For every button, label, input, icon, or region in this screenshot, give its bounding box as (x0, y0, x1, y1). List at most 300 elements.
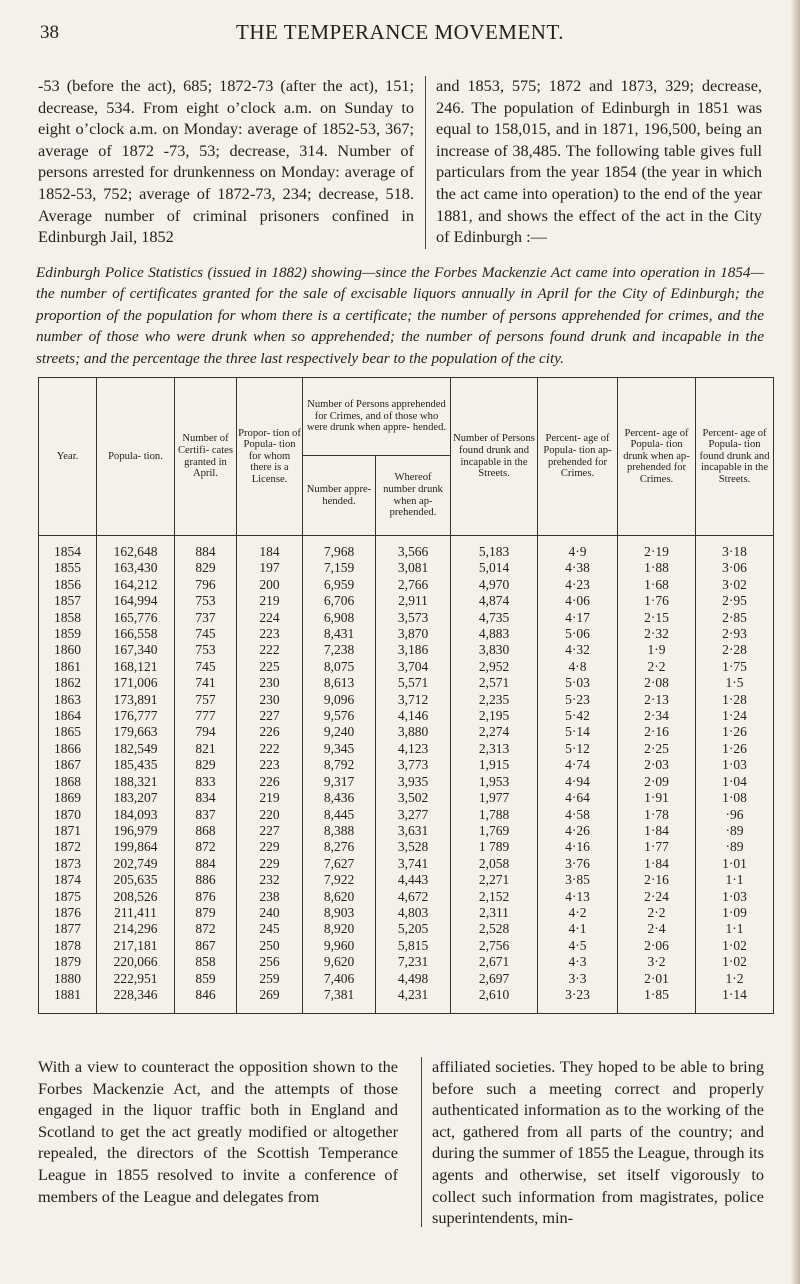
cell-pct-crimes: 4·17 (538, 610, 618, 626)
cell-number-apprehended: 8,613 (303, 675, 376, 691)
cell-pct-crimes: 3·76 (538, 856, 618, 872)
cell-year: 1868 (39, 774, 97, 790)
header-number-apprehended: Number appre- hended. (303, 456, 376, 536)
cell-pct-crimes: 4·32 (538, 642, 618, 658)
table-row (39, 741, 774, 757)
header-drunk-apprehended: Whereof number drunk when ap- prehended. (376, 456, 451, 536)
cell-certificates: 777 (175, 708, 237, 724)
cell-found-drunk: 2,311 (451, 905, 538, 921)
cell-number-apprehended: 8,276 (303, 839, 376, 855)
cell-certificates: 829 (175, 560, 237, 576)
cell-pct-streets: 1·28 (696, 692, 774, 708)
cell-found-drunk: 2,235 (451, 692, 538, 708)
cell-found-drunk: 2,313 (451, 741, 538, 757)
cell-pct-streets: ·96 (696, 807, 774, 823)
cell-drunk-apprehended: 3,573 (376, 610, 451, 626)
cell-population: 167,340 (97, 642, 175, 658)
cell-found-drunk: 2,271 (451, 872, 538, 888)
cell-year: 1854 (39, 536, 97, 561)
cell-pct-streets: 2·28 (696, 642, 774, 658)
cell-found-drunk: 2,058 (451, 856, 538, 872)
cell-population: 184,093 (97, 807, 175, 823)
cell-proportion: 227 (237, 708, 303, 724)
table-row (39, 807, 774, 823)
cell-found-drunk: 2,671 (451, 954, 538, 970)
cell-pct-streets: 1·04 (696, 774, 774, 790)
cell-pct-streets: 2·95 (696, 593, 774, 609)
table-row (39, 987, 774, 1014)
cell-year: 1878 (39, 938, 97, 954)
column-divider-bottom (421, 1057, 422, 1227)
cell-pct-drunk-crimes: 1·85 (618, 987, 696, 1014)
cell-pct-drunk-crimes: 2·16 (618, 872, 696, 888)
cell-pct-drunk-crimes: 1·68 (618, 577, 696, 593)
cell-drunk-apprehended: 3,528 (376, 839, 451, 855)
header-year: Year. (39, 378, 97, 536)
cell-certificates: 846 (175, 987, 237, 1014)
cell-year: 1858 (39, 610, 97, 626)
table-row (39, 839, 774, 855)
cell-year: 1859 (39, 626, 97, 642)
cell-drunk-apprehended: 4,123 (376, 741, 451, 757)
police-statistics-table (38, 377, 774, 1014)
cell-pct-drunk-crimes: 2·32 (618, 626, 696, 642)
header-proportion: Propor- tion of Popula- tion for whom there is a License. (237, 378, 303, 536)
cell-proportion: 226 (237, 724, 303, 740)
cell-proportion: 220 (237, 807, 303, 823)
cell-population: 171,006 (97, 675, 175, 691)
cell-certificates: 879 (175, 905, 237, 921)
cell-number-apprehended: 7,627 (303, 856, 376, 872)
cell-drunk-apprehended: 3,081 (376, 560, 451, 576)
cell-found-drunk: 1,788 (451, 807, 538, 823)
cell-population: 220,066 (97, 954, 175, 970)
cell-pct-drunk-crimes: 2·34 (618, 708, 696, 724)
cell-drunk-apprehended: 2,911 (376, 593, 451, 609)
cell-year: 1879 (39, 954, 97, 970)
cell-drunk-apprehended: 3,741 (376, 856, 451, 872)
cell-drunk-apprehended: 4,146 (376, 708, 451, 724)
cell-drunk-apprehended: 7,231 (376, 954, 451, 970)
cell-pct-drunk-crimes: 3·2 (618, 954, 696, 970)
cell-population: 162,648 (97, 536, 175, 561)
cell-pct-drunk-crimes: 1·91 (618, 790, 696, 806)
cell-number-apprehended: 8,431 (303, 626, 376, 642)
cell-number-apprehended: 7,381 (303, 987, 376, 1014)
page-edge-shadow (790, 0, 800, 1284)
cell-population: 163,430 (97, 560, 175, 576)
cell-pct-drunk-crimes: 2·2 (618, 659, 696, 675)
cell-pct-drunk-crimes: 1·88 (618, 560, 696, 576)
cell-year: 1862 (39, 675, 97, 691)
cell-number-apprehended: 9,960 (303, 938, 376, 954)
table-row (39, 921, 774, 937)
cell-certificates: 837 (175, 807, 237, 823)
header-pct-streets: Percent- age of Popula- tion found drunk and incapable in the Streets. (696, 378, 774, 536)
cell-pct-drunk-crimes: 2·19 (618, 536, 696, 561)
cell-found-drunk: 2,756 (451, 938, 538, 954)
cell-certificates: 833 (175, 774, 237, 790)
cell-pct-crimes: 5·06 (538, 626, 618, 642)
cell-number-apprehended: 7,406 (303, 971, 376, 987)
cell-number-apprehended: 7,968 (303, 536, 376, 561)
cell-found-drunk: 2,528 (451, 921, 538, 937)
cell-year: 1873 (39, 856, 97, 872)
cell-pct-crimes: 4·9 (538, 536, 618, 561)
header-population: Popula- tion. (97, 378, 175, 536)
header-pct-drunk-crimes: Percent- age of Popula- tion drunk when ap- prehended for Crimes. (618, 378, 696, 536)
cell-pct-streets: 3·18 (696, 536, 774, 561)
page-number: 38 (40, 22, 59, 43)
table-row (39, 757, 774, 773)
cell-year: 1855 (39, 560, 97, 576)
cell-year: 1861 (39, 659, 97, 675)
cell-drunk-apprehended: 4,231 (376, 987, 451, 1014)
cell-year: 1860 (39, 642, 97, 658)
cell-pct-streets: 2·93 (696, 626, 774, 642)
cell-pct-drunk-crimes: 2·09 (618, 774, 696, 790)
cell-found-drunk: 1,915 (451, 757, 538, 773)
running-title: THE TEMPERANCE MOVEMENT. (236, 20, 564, 44)
cell-drunk-apprehended: 4,803 (376, 905, 451, 921)
cell-population: 183,207 (97, 790, 175, 806)
cell-year: 1856 (39, 577, 97, 593)
cell-proportion: 219 (237, 593, 303, 609)
cell-pct-crimes: 3·3 (538, 971, 618, 987)
cell-year: 1881 (39, 987, 97, 1014)
cell-pct-streets: 1·03 (696, 757, 774, 773)
cell-pct-crimes: 4·2 (538, 905, 618, 921)
cell-pct-crimes: 5·23 (538, 692, 618, 708)
cell-number-apprehended: 8,075 (303, 659, 376, 675)
top-right-text: and 1853, 575; 1872 and 1873, 329; decrease, 246. The population of Edinburgh in 1851 was equal to 158,015, and in 1871, 196,500, being an increase of 38,485. The following table gives full particulars from the year 1854 (the year in which the act came into operation) to the end of the year 1881, and shows the effect of the act in the City of Edinburgh :— (436, 76, 762, 247)
cell-certificates: 884 (175, 856, 237, 872)
cell-pct-streets: 1·2 (696, 971, 774, 987)
cell-pct-drunk-crimes: 1·84 (618, 823, 696, 839)
cell-pct-drunk-crimes: 2·01 (618, 971, 696, 987)
cell-population: 196,979 (97, 823, 175, 839)
cell-found-drunk: 3,830 (451, 642, 538, 658)
cell-drunk-apprehended: 3,277 (376, 807, 451, 823)
cell-found-drunk: 4,970 (451, 577, 538, 593)
cell-number-apprehended: 7,922 (303, 872, 376, 888)
cell-population: 168,121 (97, 659, 175, 675)
cell-pct-crimes: 3·85 (538, 872, 618, 888)
cell-pct-drunk-crimes: 1·78 (618, 807, 696, 823)
cell-number-apprehended: 8,620 (303, 889, 376, 905)
cell-pct-drunk-crimes: 1·76 (618, 593, 696, 609)
cell-number-apprehended: 8,920 (303, 921, 376, 937)
cell-found-drunk: 2,610 (451, 987, 538, 1014)
cell-pct-crimes: 4·06 (538, 593, 618, 609)
cell-found-drunk: 1 789 (451, 839, 538, 855)
cell-year: 1871 (39, 823, 97, 839)
cell-found-drunk: 4,874 (451, 593, 538, 609)
cell-pct-crimes: 5·12 (538, 741, 618, 757)
cell-population: 176,777 (97, 708, 175, 724)
cell-pct-crimes: 3·23 (538, 987, 618, 1014)
cell-pct-crimes: 4·3 (538, 954, 618, 970)
top-left-text: -53 (before the act), 685; 1872-73 (after the act), 151; decrease, 534. From eight o’clock a.m. on Sunday to eight o’clock a.m. on Monday: average of 1852-53, 367; average of 1872 -73, 53; decrease, 314. Number of persons arrested for drunkenness on Monday: average of 1852-53, 752; average of 1872-73, 234; decrease, 518. Average number of criminal prisoners confined in Edinburgh Jail, 1852 (38, 76, 414, 247)
cell-certificates: 745 (175, 626, 237, 642)
cell-pct-drunk-crimes: 2·24 (618, 889, 696, 905)
cell-pct-crimes: 4·58 (538, 807, 618, 823)
cell-certificates: 884 (175, 536, 237, 561)
cell-drunk-apprehended: 3,186 (376, 642, 451, 658)
cell-pct-crimes: 4·13 (538, 889, 618, 905)
bottom-left-paragraph (38, 1056, 398, 1207)
cell-proportion: 230 (237, 692, 303, 708)
table-row (39, 692, 774, 708)
cell-population: 164,212 (97, 577, 175, 593)
cell-certificates: 741 (175, 675, 237, 691)
cell-year: 1875 (39, 889, 97, 905)
cell-certificates: 872 (175, 921, 237, 937)
cell-proportion: 229 (237, 856, 303, 872)
cell-proportion: 223 (237, 757, 303, 773)
table-row (39, 593, 774, 609)
cell-drunk-apprehended: 3,631 (376, 823, 451, 839)
cell-pct-drunk-crimes: 1·9 (618, 642, 696, 658)
table-row (39, 774, 774, 790)
cell-pct-crimes: 5·42 (538, 708, 618, 724)
table-row (39, 905, 774, 921)
cell-number-apprehended: 6,959 (303, 577, 376, 593)
cell-population: 217,181 (97, 938, 175, 954)
cell-proportion: 197 (237, 560, 303, 576)
cell-pct-crimes: 4·23 (538, 577, 618, 593)
cell-proportion: 219 (237, 790, 303, 806)
cell-pct-crimes: 4·5 (538, 938, 618, 954)
table-row (39, 659, 774, 675)
cell-certificates: 876 (175, 889, 237, 905)
cell-certificates: 737 (175, 610, 237, 626)
cell-drunk-apprehended: 5,815 (376, 938, 451, 954)
cell-pct-drunk-crimes: 2·03 (618, 757, 696, 773)
cell-number-apprehended: 9,317 (303, 774, 376, 790)
cell-pct-streets: 3·06 (696, 560, 774, 576)
cell-pct-streets: ·89 (696, 839, 774, 855)
table-row (39, 954, 774, 970)
cell-pct-crimes: 5·03 (538, 675, 618, 691)
cell-number-apprehended: 7,159 (303, 560, 376, 576)
cell-found-drunk: 5,183 (451, 536, 538, 561)
cell-proportion: 222 (237, 741, 303, 757)
cell-drunk-apprehended: 3,880 (376, 724, 451, 740)
cell-year: 1874 (39, 872, 97, 888)
cell-pct-drunk-crimes: 2·25 (618, 741, 696, 757)
cell-proportion: 222 (237, 642, 303, 658)
cell-certificates: 796 (175, 577, 237, 593)
cell-population: 214,296 (97, 921, 175, 937)
cell-certificates: 821 (175, 741, 237, 757)
table-row (39, 626, 774, 642)
cell-drunk-apprehended: 3,935 (376, 774, 451, 790)
cell-number-apprehended: 9,576 (303, 708, 376, 724)
table-row (39, 790, 774, 806)
table-row (39, 724, 774, 740)
cell-proportion: 223 (237, 626, 303, 642)
cell-year: 1866 (39, 741, 97, 757)
cell-pct-drunk-crimes: 1·84 (618, 856, 696, 872)
cell-pct-crimes: 4·94 (538, 774, 618, 790)
cell-found-drunk: 2,152 (451, 889, 538, 905)
cell-pct-drunk-crimes: 2·15 (618, 610, 696, 626)
cell-population: 166,558 (97, 626, 175, 642)
cell-population: 208,526 (97, 889, 175, 905)
cell-number-apprehended: 8,445 (303, 807, 376, 823)
cell-pct-streets: 1·03 (696, 889, 774, 905)
cell-proportion: 184 (237, 536, 303, 561)
cell-population: 222,951 (97, 971, 175, 987)
cell-certificates: 753 (175, 642, 237, 658)
header-certificates: Number of Certifi- cates granted in April. (175, 378, 237, 536)
cell-certificates: 745 (175, 659, 237, 675)
cell-number-apprehended: 8,436 (303, 790, 376, 806)
top-left-paragraph (38, 75, 414, 248)
cell-year: 1857 (39, 593, 97, 609)
cell-pct-crimes: 4·1 (538, 921, 618, 937)
cell-pct-streets: 1·02 (696, 938, 774, 954)
cell-found-drunk: 1,769 (451, 823, 538, 839)
table-row (39, 536, 774, 561)
cell-pct-drunk-crimes: 2·08 (618, 675, 696, 691)
bottom-left-text: With a view to counteract the opposition shown to the Forbes Mackenzie Act, and the attempts of those engaged in the liquor traffic both in England and Scotland to get the act greatly modified or altogether repealed, the directors of the Scottish Temperance League in 1855 resolved to invite a conference of members of the League and delegates from (38, 1057, 398, 1206)
top-right-paragraph (436, 75, 762, 248)
cell-year: 1863 (39, 692, 97, 708)
cell-proportion: 256 (237, 954, 303, 970)
cell-pct-streets: 2·85 (696, 610, 774, 626)
table-row (39, 938, 774, 954)
cell-number-apprehended: 7,238 (303, 642, 376, 658)
cell-found-drunk: 5,014 (451, 560, 538, 576)
cell-pct-crimes: 5·14 (538, 724, 618, 740)
cell-proportion: 230 (237, 675, 303, 691)
cell-proportion: 232 (237, 872, 303, 888)
cell-proportion: 229 (237, 839, 303, 855)
cell-certificates: 859 (175, 971, 237, 987)
cell-population: 173,891 (97, 692, 175, 708)
cell-drunk-apprehended: 4,672 (376, 889, 451, 905)
cell-certificates: 794 (175, 724, 237, 740)
cell-pct-streets: ·89 (696, 823, 774, 839)
cell-pct-streets: 1·01 (696, 856, 774, 872)
cell-year: 1867 (39, 757, 97, 773)
cell-year: 1869 (39, 790, 97, 806)
cell-number-apprehended: 9,240 (303, 724, 376, 740)
table-row (39, 823, 774, 839)
cell-population: 202,749 (97, 856, 175, 872)
table-row (39, 577, 774, 593)
cell-found-drunk: 2,571 (451, 675, 538, 691)
header-pct-crimes: Percent- age of Popula- tion ap- prehended for Crimes. (538, 378, 618, 536)
cell-found-drunk: 2,195 (451, 708, 538, 724)
cell-population: 182,549 (97, 741, 175, 757)
cell-certificates: 886 (175, 872, 237, 888)
cell-pct-crimes: 4·38 (538, 560, 618, 576)
cell-proportion: 269 (237, 987, 303, 1014)
cell-pct-streets: 1·26 (696, 741, 774, 757)
cell-year: 1870 (39, 807, 97, 823)
cell-population: 211,411 (97, 905, 175, 921)
cell-certificates: 834 (175, 790, 237, 806)
table-row (39, 610, 774, 626)
header-found-drunk: Number of Persons found drunk and incapable in the Streets. (451, 378, 538, 536)
cell-pct-crimes: 4·74 (538, 757, 618, 773)
cell-pct-drunk-crimes: 1·77 (618, 839, 696, 855)
cell-certificates: 753 (175, 593, 237, 609)
cell-year: 1865 (39, 724, 97, 740)
cell-number-apprehended: 9,620 (303, 954, 376, 970)
cell-certificates: 829 (175, 757, 237, 773)
cell-proportion: 225 (237, 659, 303, 675)
cell-population: 164,994 (97, 593, 175, 609)
cell-found-drunk: 2,274 (451, 724, 538, 740)
cell-certificates: 867 (175, 938, 237, 954)
table-row (39, 708, 774, 724)
cell-found-drunk: 1,953 (451, 774, 538, 790)
cell-pct-crimes: 4·64 (538, 790, 618, 806)
cell-year: 1872 (39, 839, 97, 855)
table-row (39, 642, 774, 658)
table-row (39, 872, 774, 888)
bottom-right-text: affiliated societies. They hoped to be able to bring before such a meeting correct and properly authenticated information as to the working of the act, gathered from all parts of the country; and during the summer of 1855 the League, through its agents and otherwise, set itself vigorously to collect such information from magistrates, police superintendents, min- (432, 1057, 764, 1228)
cell-certificates: 858 (175, 954, 237, 970)
cell-number-apprehended: 8,792 (303, 757, 376, 773)
cell-pct-streets: 1·09 (696, 905, 774, 921)
cell-population: 179,663 (97, 724, 175, 740)
cell-drunk-apprehended: 4,443 (376, 872, 451, 888)
cell-number-apprehended: 9,345 (303, 741, 376, 757)
table-row (39, 971, 774, 987)
cell-pct-crimes: 4·26 (538, 823, 618, 839)
cell-proportion: 240 (237, 905, 303, 921)
cell-number-apprehended: 9,096 (303, 692, 376, 708)
cell-drunk-apprehended: 4,498 (376, 971, 451, 987)
cell-number-apprehended: 8,903 (303, 905, 376, 921)
cell-pct-crimes: 4·16 (538, 839, 618, 855)
cell-certificates: 872 (175, 839, 237, 855)
cell-pct-drunk-crimes: 2·13 (618, 692, 696, 708)
cell-year: 1877 (39, 921, 97, 937)
cell-drunk-apprehended: 3,566 (376, 536, 451, 561)
cell-year: 1880 (39, 971, 97, 987)
cell-found-drunk: 1,977 (451, 790, 538, 806)
cell-drunk-apprehended: 2,766 (376, 577, 451, 593)
cell-proportion: 245 (237, 921, 303, 937)
cell-pct-drunk-crimes: 2·2 (618, 905, 696, 921)
cell-certificates: 868 (175, 823, 237, 839)
cell-pct-streets: 1·26 (696, 724, 774, 740)
cell-proportion: 224 (237, 610, 303, 626)
cell-pct-streets: 1·5 (696, 675, 774, 691)
cell-year: 1876 (39, 905, 97, 921)
table-row (39, 856, 774, 872)
cell-drunk-apprehended: 3,870 (376, 626, 451, 642)
cell-population: 188,321 (97, 774, 175, 790)
table-row (39, 560, 774, 576)
header-apprehended-group: Number of Persons apprehended for Crimes, and of those who were drunk when appre- hended. (303, 378, 451, 456)
column-divider-top (425, 76, 426, 249)
cell-pct-streets: 3·02 (696, 577, 774, 593)
cell-drunk-apprehended: 3,712 (376, 692, 451, 708)
table-caption: Edinburgh Police Statistics (issued in 1882) showing—since the Forbes Mackenzie Act came into operation in 1854—the number of certificates granted for the sale of excisable liquors annually in April for the City of Edinburgh; the proportion of the population for whom there is a certificate; the number of persons apprehended for crimes, and the number of those who were drunk when so apprehended; the number of persons found drunk and incapable in the streets; and the percentage the three last respectively bear to the population of the city. (36, 264, 764, 367)
cell-proportion: 250 (237, 938, 303, 954)
cell-found-drunk: 2,697 (451, 971, 538, 987)
table-row (39, 889, 774, 905)
cell-drunk-apprehended: 5,571 (376, 675, 451, 691)
cell-population: 205,635 (97, 872, 175, 888)
